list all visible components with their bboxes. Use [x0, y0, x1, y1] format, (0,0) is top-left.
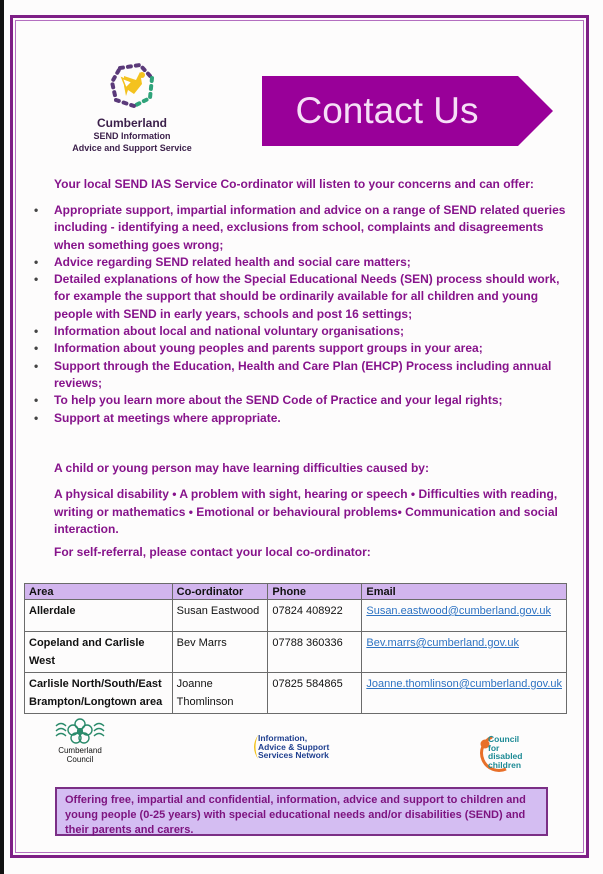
cell-email	[362, 632, 567, 673]
cell-area: Copeland and Carlisle West	[25, 632, 173, 673]
flower-waves-icon	[52, 718, 108, 744]
header-coordinator: Co-ordinator	[172, 584, 268, 600]
cdc-logo	[476, 733, 536, 773]
cell-coordinator: Bev Marrs	[172, 632, 268, 673]
cell-email	[362, 600, 567, 632]
cell-area: Allerdale	[25, 600, 173, 632]
cumberland-council-logo	[50, 718, 110, 764]
send-ias-logo	[62, 60, 202, 154]
email-link[interactable]: Susan.eastwood@cumberland.gov.uk	[366, 605, 551, 617]
bullet-icon: •	[34, 324, 39, 339]
list-item	[30, 340, 570, 357]
bullet-icon: •	[34, 410, 39, 425]
table-row	[25, 673, 567, 714]
star-person-icon	[104, 60, 160, 112]
cell-phone: 07824 408922	[268, 600, 362, 632]
difficulties-heading: A child or young person may have learning difficulties caused by:	[54, 461, 429, 475]
bullet-icon: •	[34, 254, 39, 269]
page-edge	[0, 0, 4, 874]
bullet-icon: •	[34, 341, 39, 356]
table-header-row	[25, 584, 567, 600]
bullet-icon: •	[34, 393, 39, 408]
iass-line-3: Services Network	[258, 750, 329, 760]
contact-us-banner	[262, 76, 553, 146]
cell-area: Carlisle North/South/East Brampton/Longtown area	[25, 673, 173, 714]
list-item-text: Appropriate support, impartial information and advice on a range of SEND related queries including - identifying a need, exclusions from school, complaints and disagreements when something goes wrong;	[54, 203, 566, 252]
list-item	[30, 323, 570, 340]
iass-text	[258, 734, 329, 760]
cc-line-1: Cumberland	[58, 746, 102, 755]
header-area: Area	[25, 584, 173, 600]
cell-coordinator: Susan Eastwood	[172, 600, 268, 632]
self-referral-text: For self-referral, please contact your local co-ordinator:	[54, 545, 371, 559]
list-item	[30, 392, 570, 409]
cell-coordinator: Joanne Thomlinson	[172, 673, 268, 714]
header-email: Email	[362, 584, 567, 600]
contacts-table	[24, 583, 567, 714]
intro-text: Your local SEND IAS Service Co-ordinator will listen to your concerns and can offer:	[54, 177, 534, 191]
cdc-text	[488, 735, 536, 769]
logo-line-2: SEND Information	[93, 131, 171, 141]
email-link[interactable]: Bev.marrs@cumberland.gov.uk	[366, 637, 519, 649]
footer-statement: Offering free, impartial and confidential, information, advice and support to children and young people (0-25 years) with special educational needs and/or disabilities (SEND) and their parents and carers.	[55, 787, 548, 836]
list-item-text: To help you learn more about the SEND Code of Practice and your legal rights;	[54, 393, 503, 408]
list-item	[30, 410, 570, 427]
page-title: Contact Us	[295, 90, 479, 131]
table-row	[25, 632, 567, 673]
list-item	[30, 358, 570, 393]
cell-email	[362, 673, 567, 714]
list-item-text: Information about local and national voluntary organisations;	[54, 324, 405, 339]
list-item	[30, 202, 570, 254]
list-item-text: Support through the Education, Health and Care Plan (EHCP) Process including annual reviews;	[54, 358, 552, 390]
list-item-text: Detailed explanations of how the Special Educational Needs (SEN) process should work, for example the support that should be ordinarily available for all children and young people with SEND in early years, schools and post 16 settings;	[54, 272, 560, 321]
offers-list	[30, 202, 570, 427]
list-item	[30, 271, 570, 323]
cdc-line-3: children	[488, 759, 522, 770]
difficulties-text: A physical disability • A problem with sight, hearing or speech • Difficulties with reading, writing or mathematics • Emotional or behavioural problems• Communication and social interaction.	[54, 487, 558, 536]
table-row	[25, 600, 567, 632]
cdc-line-2: for disabled	[488, 742, 523, 761]
iass-line-1: Information,	[258, 733, 308, 743]
list-item-text: Information about young peoples and parents support groups in your area;	[54, 341, 483, 356]
bullet-icon: •	[34, 358, 39, 373]
bullet-icon: •	[34, 203, 39, 217]
list-item-text: Advice regarding SEND related health and social care matters;	[54, 254, 411, 269]
email-link[interactable]: Joanne.thomlinson@cumberland.gov.uk	[366, 678, 562, 690]
header-phone: Phone	[268, 584, 362, 600]
logo-line-1: Cumberland	[96, 116, 167, 130]
cdc-line-1: Council	[488, 734, 520, 744]
cell-phone: 07825 584865	[268, 673, 362, 714]
cell-phone: 07788 360336	[268, 632, 362, 673]
logo-line-3: Advice and Support Service	[72, 143, 192, 153]
iass-line-2: Advice & Support	[258, 741, 330, 752]
bullet-icon: •	[34, 272, 39, 287]
list-item	[30, 254, 570, 271]
list-item-text: Support at meetings where appropriate.	[54, 410, 281, 425]
cc-line-2: Council	[66, 755, 94, 764]
